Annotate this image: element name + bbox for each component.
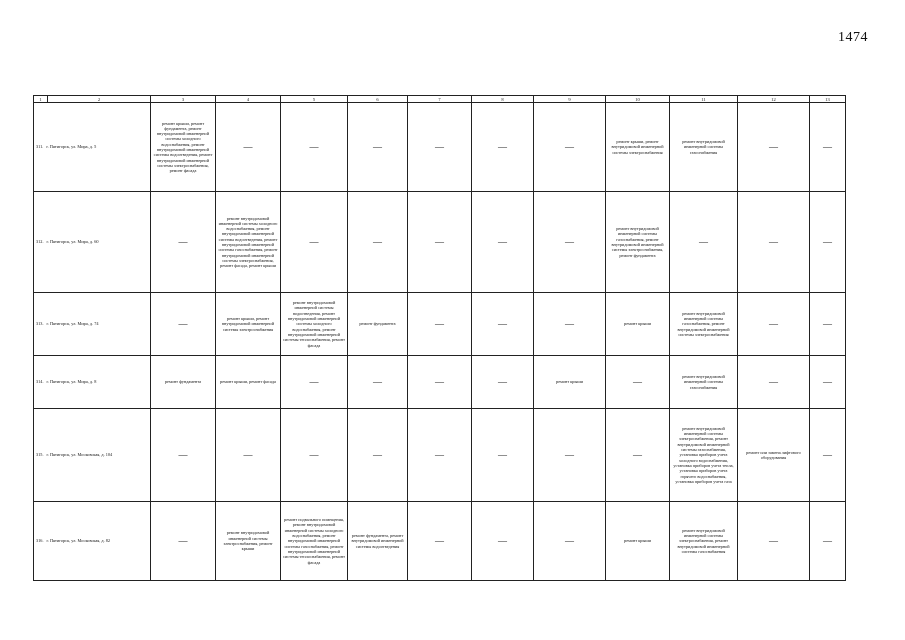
work-cell: — <box>348 409 408 502</box>
table-row <box>34 103 846 192</box>
work-cell: ремонт крыши, ремонт внутридомовой инженерной системы электроснабжения <box>216 293 281 356</box>
work-cell: — <box>408 409 472 502</box>
work-cell: ремонт фундамента <box>151 356 216 409</box>
table-row <box>34 409 846 502</box>
work-cell: — <box>472 502 534 581</box>
work-cell: — <box>348 356 408 409</box>
address: г. Пятигорск, ул. Московская, д. 104 <box>46 452 113 458</box>
work-cell: — <box>534 409 606 502</box>
table-row <box>34 502 846 581</box>
row-number: 314. <box>36 379 44 385</box>
address-cell <box>34 502 151 581</box>
work-cell: — <box>810 192 846 293</box>
work-cell: — <box>472 192 534 293</box>
work-cell: — <box>738 103 810 192</box>
column-header: 7 <box>408 96 472 103</box>
column-header: 8 <box>472 96 534 103</box>
work-cell: — <box>408 293 472 356</box>
work-cell: — <box>281 409 348 502</box>
work-cell: — <box>606 409 670 502</box>
work-cell: — <box>534 103 606 192</box>
work-cell: ремонт внутридомовой инженерной системы газоснабжения <box>670 103 738 192</box>
column-header: 11 <box>670 96 738 103</box>
address: г. Пятигорск, ул. Мира, д. 74 <box>46 321 99 327</box>
work-cell: ремонт крыши <box>606 293 670 356</box>
header-row <box>34 96 846 103</box>
work-cell: ремонт крыши, ремонт фундамента, ремонт внутридомовой инженерной системы холодного водоснабжения, ремонт внутридомовой инженерной системы водоотведения, ремонт внутридомовой инженерной системы электроснабжения, ремонт фасада <box>151 103 216 192</box>
work-cell: ремонт фундамента <box>348 293 408 356</box>
work-cell: — <box>534 293 606 356</box>
work-cell: — <box>281 356 348 409</box>
work-cell: — <box>151 293 216 356</box>
work-cell: — <box>810 103 846 192</box>
row-number: 315. <box>36 452 44 458</box>
address-cell <box>34 409 151 502</box>
work-cell: ремонт крыши <box>534 356 606 409</box>
work-cell: ремонт внутридомовой инженерной системы газоснабжения <box>670 356 738 409</box>
work-cell: — <box>216 103 281 192</box>
row-number: 313. <box>36 321 44 327</box>
address-cell <box>34 293 151 356</box>
work-cell: — <box>810 409 846 502</box>
page-number: 1474 <box>838 30 868 45</box>
column-header: 2 <box>48 96 151 103</box>
address-cell <box>34 103 151 192</box>
work-cell: — <box>670 192 738 293</box>
work-cell: — <box>281 103 348 192</box>
address: г. Пятигорск, ул. Мира, д. 5 <box>46 144 97 150</box>
column-header: 6 <box>348 96 408 103</box>
address: г. Пятигорск, ул. Мира, д. 60 <box>46 239 99 245</box>
work-cell: — <box>216 409 281 502</box>
work-cell: ремонт внутридомовой инженерной системы электроснабжения, ремонт внутридомовой инженерной системы газоснабжения <box>670 502 738 581</box>
work-cell: — <box>810 356 846 409</box>
column-header: 3 <box>151 96 216 103</box>
work-cell: — <box>472 293 534 356</box>
work-cell: ремонт внутридомовой инженерной системы электроснабжения, ремонт внутридомовой инженерной системы газоснабжения, установка приборов учета холодного водоснабжения, установка приборов учета тепла, установка приборов учета горячего водоснабжения, установка приборов учета газа <box>670 409 738 502</box>
work-cell: — <box>151 409 216 502</box>
work-cell: — <box>408 103 472 192</box>
column-header: 4 <box>216 96 281 103</box>
work-cell: — <box>534 502 606 581</box>
row-number: 316. <box>36 538 44 544</box>
work-cell: — <box>472 409 534 502</box>
row-number: 311. <box>36 144 44 150</box>
work-cell: ремонт внутридомовой инженерной системы газоснабжения, ремонт внутридомовой инженерной системы электроснабжения, ремонт фундамента <box>606 192 670 293</box>
address-cell <box>34 356 151 409</box>
work-cell: — <box>534 192 606 293</box>
column-header: 1 <box>34 96 48 103</box>
row-number: 312. <box>36 239 44 245</box>
work-cell: ремонт внутридомовой инженерной системы водоотведения, ремонт внутридомовой инженерной системы холодного водоснабжения, ремонт внутридомовой инженерной системы теплоснабжения, ремонт фасада <box>281 293 348 356</box>
column-header: 5 <box>281 96 348 103</box>
work-cell: — <box>151 192 216 293</box>
work-cell: ремонт крыши, ремонт фасада <box>216 356 281 409</box>
work-cell: — <box>408 356 472 409</box>
work-cell: — <box>810 502 846 581</box>
work-cell: — <box>810 293 846 356</box>
work-cell: — <box>281 192 348 293</box>
work-cell: — <box>408 192 472 293</box>
repair-schedule-table <box>33 95 846 581</box>
work-cell: ремонт или замена лифтового оборудования <box>738 409 810 502</box>
column-header: 9 <box>534 96 606 103</box>
address-cell <box>34 192 151 293</box>
work-cell: — <box>738 293 810 356</box>
table-row <box>34 192 846 293</box>
column-header: 10 <box>606 96 670 103</box>
table-row <box>34 293 846 356</box>
work-cell: ремонт фундамента, ремонт внутридомовой инженерной системы водоотведения <box>348 502 408 581</box>
table-row <box>34 356 846 409</box>
work-cell: — <box>348 192 408 293</box>
work-cell: ремонт крыши <box>606 502 670 581</box>
work-cell: — <box>738 356 810 409</box>
work-cell: — <box>408 502 472 581</box>
work-cell: ремонт внутридомовой инженерной системы холодного водоснабжения, ремонт внутридомовой инженерной системы водоотведения, ремонт внутридомовой инженерной системы газоснабжения, ремонт внутридомовой инженерной системы электроснабжения, ремонт фасада, ремонт крыши <box>216 192 281 293</box>
work-cell: — <box>738 192 810 293</box>
work-cell: — <box>472 356 534 409</box>
work-cell: ремонт подвального помещения, ремонт внутридомовой инженерной системы холодного водоснабжения, ремонт внутридомовой инженерной системы газоснабжения, ремонт внутридомовой инженерной системы теплоснабжения, ремонт фасада <box>281 502 348 581</box>
column-header: 12 <box>738 96 810 103</box>
address: г. Пятигорск, ул. Московская, д. 82 <box>46 538 111 544</box>
column-header: 13 <box>810 96 846 103</box>
work-cell: — <box>348 103 408 192</box>
work-cell: — <box>472 103 534 192</box>
work-cell: ремонт крыши, ремонт внутридомовой инженерной системы электроснабжения <box>606 103 670 192</box>
work-cell: — <box>151 502 216 581</box>
work-cell: — <box>606 356 670 409</box>
work-cell: — <box>738 502 810 581</box>
work-cell: ремонт внутридомовой инженерной системы электроснабжения, ремонт крыши <box>216 502 281 581</box>
work-cell: ремонт внутридомовой инженерной системы газоснабжения, ремонт внутридомовой инженерной системы электроснабжения <box>670 293 738 356</box>
address: г. Пятигорск, ул. Мира, д. 8 <box>46 379 97 385</box>
